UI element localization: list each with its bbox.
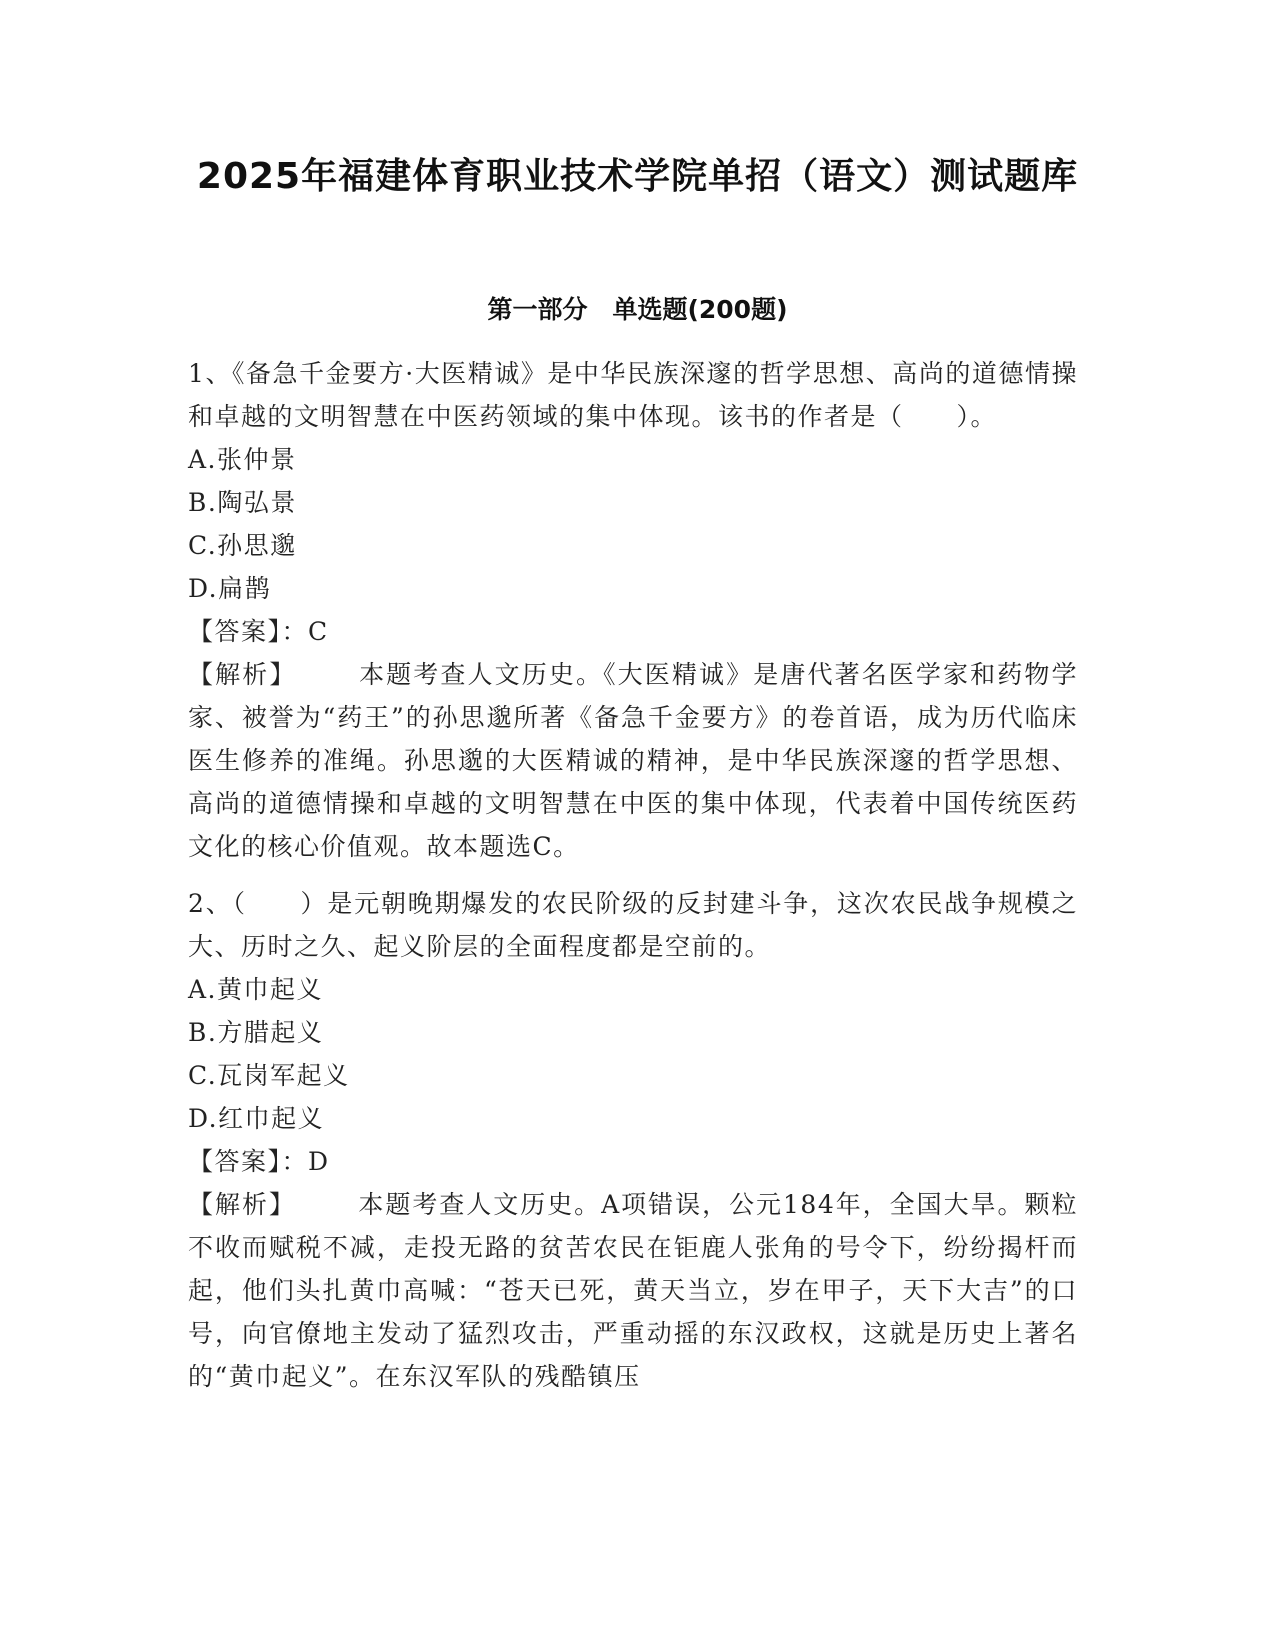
option-d: D.扁鹊: [188, 574, 272, 603]
answer-line: 【答案】：D: [188, 1147, 330, 1176]
option-c: C.孙思邈: [188, 531, 297, 560]
section-heading: 第一部分 单选题(200题): [487, 295, 788, 324]
analysis-paragraph: [188, 1183, 1078, 1398]
analysis-label: 【解析】: [188, 660, 297, 689]
option-d: D.红巾起义: [188, 1104, 325, 1133]
question-stem: 2、（ ）是元朝晚期爆发的农民阶级的反封建斗争，这次农民战争规模之大、历时之久、起义阶层的全面程度都是空前的。: [188, 889, 1078, 961]
answer-line: 【答案】：C: [188, 617, 329, 646]
question-2: [188, 882, 1078, 1398]
option-b: B.方腊起义: [188, 1018, 324, 1047]
analysis-label: 【解析】: [188, 1190, 296, 1219]
question-list: [188, 352, 1078, 1398]
analysis-text: 本题考查人文历史。《大医精诚》是唐代著名医学家和药物学家、被誉为“药王”的孙思邈所著《备急千金要方》的卷首语，成为历代临床医生修养的准绳。孙思邈的大医精诚的精神，是中华民族深邃的哲学思想、高尚的道德情操和卓越的文明智慧在中医的集中体现，代表着中国传统医药文化的核心价值观。故本题选C。: [188, 660, 1078, 861]
analysis-text: 本题考查人文历史。A项错误，公元184年，全国大旱。颗粒不收而赋税不减，走投无路的贫苦农民在钜鹿人张角的号令下，纷纷揭杆而起，他们头扎黄巾高喊：“苍天已死，黄天当立，岁在甲子，天下大吉”的口号，向官僚地主发动了猛烈攻击，严重动摇的东汉政权，这就是历史上著名的“黄巾起义”。在东汉军队的残酷镇压: [188, 1190, 1078, 1391]
option-c: C.瓦岗军起义: [188, 1061, 350, 1090]
document-title: 2025年福建体育职业技术学院单招（语文）测试题库: [196, 156, 1079, 197]
option-a: A.黄巾起义: [188, 975, 324, 1004]
option-a: A.张仲景: [188, 445, 297, 474]
option-b: B.陶弘景: [188, 488, 297, 517]
analysis-paragraph: [188, 653, 1078, 868]
question-1: [188, 352, 1078, 868]
question-stem: 1、《备急千金要方·大医精诚》是中华民族深邃的哲学思想、高尚的道德情操和卓越的文明智慧在中医药领域的集中体现。该书的作者是（ ）。: [188, 359, 1078, 431]
